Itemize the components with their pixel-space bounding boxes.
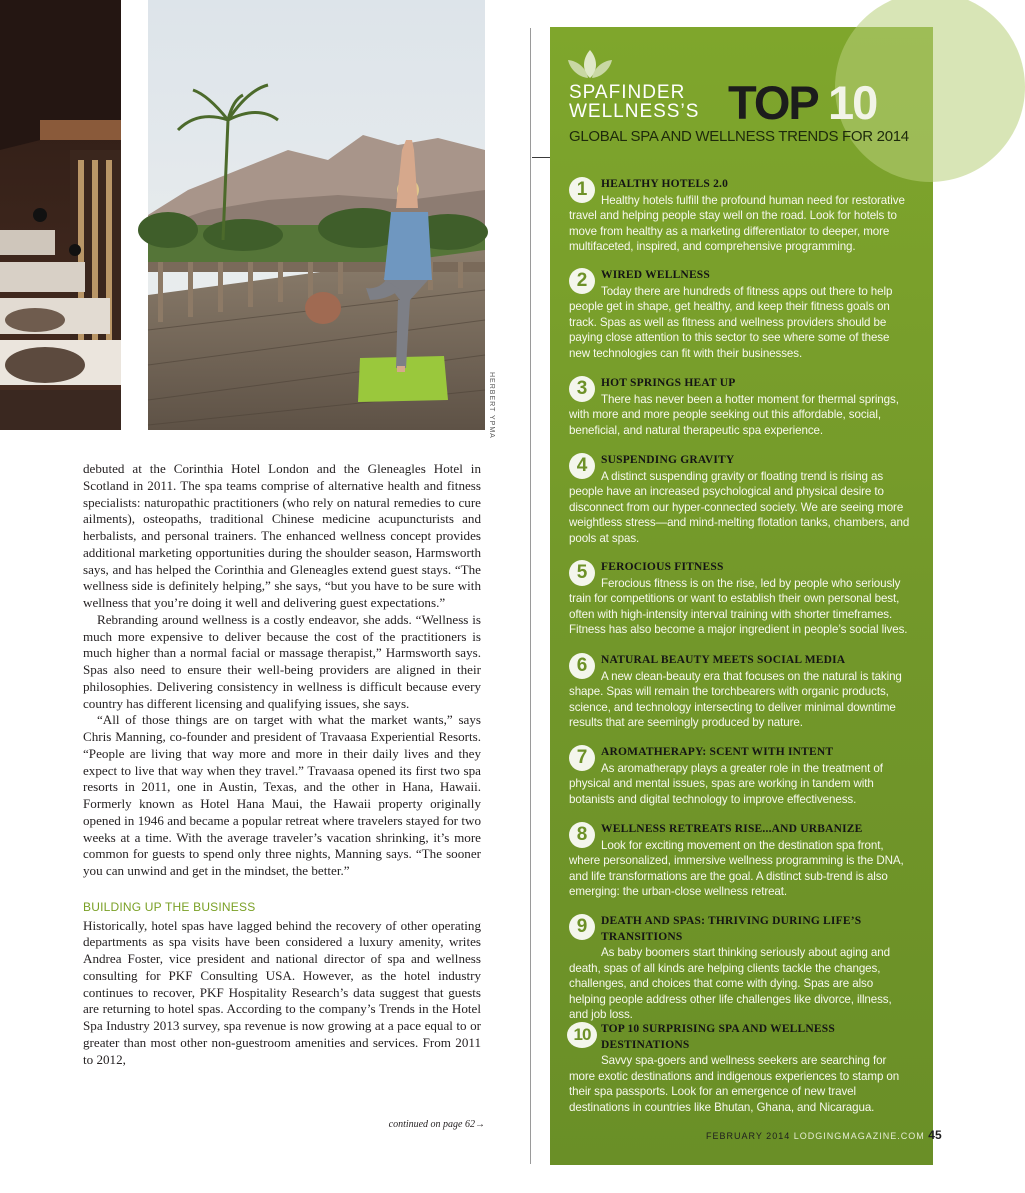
trend-text: Look for exciting movement on the destination spa front, where personalized, immersive wellness programming is the DNA, and life transformations are the goal. A distinct sub-trend is also emerging: the urban-close wellness retreat. xyxy=(569,838,904,898)
trend-item xyxy=(569,745,912,807)
trend-text: Healthy hotels fulfill the profound human need for restorative travel and helping people stay well on the road. Look for hotels to move from healthy as a marketing differentiator to deeper, more multifaceted, inspired, and comprehensive programming. xyxy=(569,193,905,253)
top10-heading xyxy=(728,76,877,129)
continued-note: continued on page 62→ xyxy=(388,1119,485,1130)
yoga-terrace-photo xyxy=(148,0,485,430)
trend-text: As aromatherapy plays a greater role in the treatment of physical and mental issues, spas are working in tandem with botanists and digital technology to improve effectiveness. xyxy=(569,761,883,806)
ten-number: 10 xyxy=(827,76,877,129)
trend-title: HEALTHY HOTELS 2.0 xyxy=(601,178,729,190)
trend-title: FEROCIOUS FITNESS xyxy=(601,561,724,573)
brand-name xyxy=(569,83,699,121)
photo-credit: HERBERT YPMA xyxy=(488,372,495,439)
trend-number: 5 xyxy=(569,560,595,586)
trend-item xyxy=(569,914,912,1023)
column-divider xyxy=(530,28,531,1164)
trend-text: Today there are hundreds of fitness apps out there to help people get in shape, get healthy, and keep their fitness goals on track. Spas as well as fitness and wellness providers should be paying close attention to this sector to see where some of these new technologies can fit with their businesses. xyxy=(569,284,893,360)
trend-title: NATURAL BEAUTY MEETS SOCIAL MEDIA xyxy=(601,654,846,666)
trend-item xyxy=(569,177,912,255)
trend-number: 10 xyxy=(567,1022,597,1048)
trend-number: 4 xyxy=(569,453,595,479)
trend-text: There has never been a hotter moment for thermal springs, with more and more people seeking out this affordable, social, beneficial, and natural therapeutic spa experience. xyxy=(569,392,899,437)
trend-title: TOP 10 SURPRISING SPA AND WELLNESS DESTINATIONS xyxy=(601,1023,835,1051)
trend-title: SUSPENDING GRAVITY xyxy=(601,454,735,466)
page-footer xyxy=(706,1128,942,1142)
section-subhead: BUILDING UP THE BUSINESS xyxy=(83,899,256,914)
top10-sidebar xyxy=(550,27,942,1165)
trend-title: AROMATHERAPY: SCENT WITH INTENT xyxy=(601,746,834,758)
trend-text: Ferocious fitness is on the rise, led by people who seriously train for competitions or want to establish their own personal best, often with high-intensity interval training with shorter timeframes. Fitness has also become a major ingredient in people’s social lives. xyxy=(569,576,908,636)
trend-number: 1 xyxy=(569,177,595,203)
article-paragraph: debuted at the Corinthia Hotel London and the Gleneagles Hotel in Scotland in 2011. The spa teams comprise of alternative health and fitness specialists: naturopathic practitioners (who rely on natural remedies to cure ailments), osteopaths, traditional Chinese medicine acupuncturists and herbalists, and personal trainers. The enhanced wellness concept provides additional marketing opportunities during the shoulder season, Harmsworth says, and has helped the Corinthia and Gleneagles extend guest stays. “The wellness side is definitely helping,” she says, “but you have to be sure with wellness that you’re doing it well and delivering guest expectations.” xyxy=(83,461,481,610)
brand-line: WELLNESS’S xyxy=(569,101,700,122)
article-paragraph: Historically, hotel spas have lagged behind the recovery of other operating departments as spa visits have been considered a luxury amenity, writes Andrea Foster, vice president and national director of spa and wellness consulting for PKF Consulting USA. However, as the hotel industry continues to recover, PKF Hospitality Research’s data suggest that guests are returning to hotel spas. According to the company’s Trends in the Hotel Spa Industry 2013 survey, spa revenue is now growing at a pace equal to or greater than most other non-guestroom amenities and services. From 2011 to 2012, xyxy=(83,917,481,1067)
article-body xyxy=(83,461,481,1068)
trend-item xyxy=(569,1022,912,1115)
trend-number: 8 xyxy=(569,822,595,848)
trend-title: HOT SPRINGS HEAT UP xyxy=(601,377,736,389)
trend-title: WELLNESS RETREATS RISE...AND URBANIZE xyxy=(601,823,863,835)
trend-text: Savvy spa-goers and wellness seekers are searching for more exotic destinations and indigenous experiences to stamp on their spa passports. Look for an emergence of new travel destinations in countries like Bhutan, Ghana, and Nicaragua. xyxy=(569,1054,900,1114)
trend-item xyxy=(569,653,912,731)
trend-title: DEATH AND SPAS: THRIVING DURING LIFE’S TRANSITIONS xyxy=(601,915,862,943)
trend-number: 9 xyxy=(569,914,595,940)
trend-item xyxy=(569,822,912,900)
trend-item xyxy=(569,560,912,638)
trend-number: 6 xyxy=(569,653,595,679)
brand-line: SPAFINDER xyxy=(569,82,686,103)
trend-text: As baby boomers start thinking seriously about aging and death, spas of all kinds are helping clients tackle the changes, challenges, and choices that come with dying. Spas are also helping people address other life challenges like divorce, illness, and job loss. xyxy=(569,946,892,1021)
website: LODGINGMAGAZINE.COM xyxy=(793,1131,925,1141)
article-paragraph: “All of those things are on target with what the market wants,” says Chris Manning, co-founder and president of Travaasa Experiential Resorts. “People are living that way more and more in their daily lives and they expect to live that way when they travel.” Travaasa opened its first two spa resorts in 2011, one in Austin, Texas, and the other in Hana, Hawaii. Formerly known as Hotel Hana Maui, the Hawaii property originally opened in 1946 and became a popular retreat where travelers stayed for two weeks at a time. With the average traveler’s vacation shrinking, it’s more common for guests to spend only three nights, Manning says. “The sooner you can unwind and get in the mindset, the better.” xyxy=(83,712,481,878)
trend-item xyxy=(569,268,912,361)
trend-text: A new clean-beauty era that focuses on the natural is taking shape. Spas will remain the torchbearers with organic products, science, and technology intersecting to deliver minimal downtime results that are seemingly produced by nature. xyxy=(569,669,902,729)
page-number: 45 xyxy=(928,1128,942,1142)
trend-number: 2 xyxy=(569,268,595,294)
issue-date: FEBRUARY 2014 xyxy=(706,1131,791,1141)
spa-lounge-photo xyxy=(0,0,121,430)
trend-item xyxy=(569,453,912,546)
trend-title: WIRED WELLNESS xyxy=(601,269,711,281)
trend-item xyxy=(569,376,912,438)
trend-number: 7 xyxy=(569,745,595,771)
trend-text: A distinct suspending gravity or floating trend is rising as people have an increased psychological and physical desire to disconnect from our hyper-connected society. We are seeing more weightless stress—and mind-melting flotation tanks, chambers, and pools at spas. xyxy=(569,469,910,545)
trend-number: 3 xyxy=(569,376,595,402)
article-paragraph: Rebranding around wellness is a costly endeavor, she adds. “Wellness is much more expensive to deliver because the cost of the practitioners is much higher than a normal facial or massage therapist,” Harmsworth says. Spas also need to ensure their well-being providers are aligned in their philosophies. Delivering consistency in wellness is difficult because every country has different licensing and qualifying issues, she says. xyxy=(83,611,481,711)
leaf-logo-icon xyxy=(566,49,614,79)
sidebar-subtitle: GLOBAL SPA AND WELLNESS TRENDS FOR 2014 xyxy=(569,128,909,145)
top-word: TOP xyxy=(728,76,817,129)
